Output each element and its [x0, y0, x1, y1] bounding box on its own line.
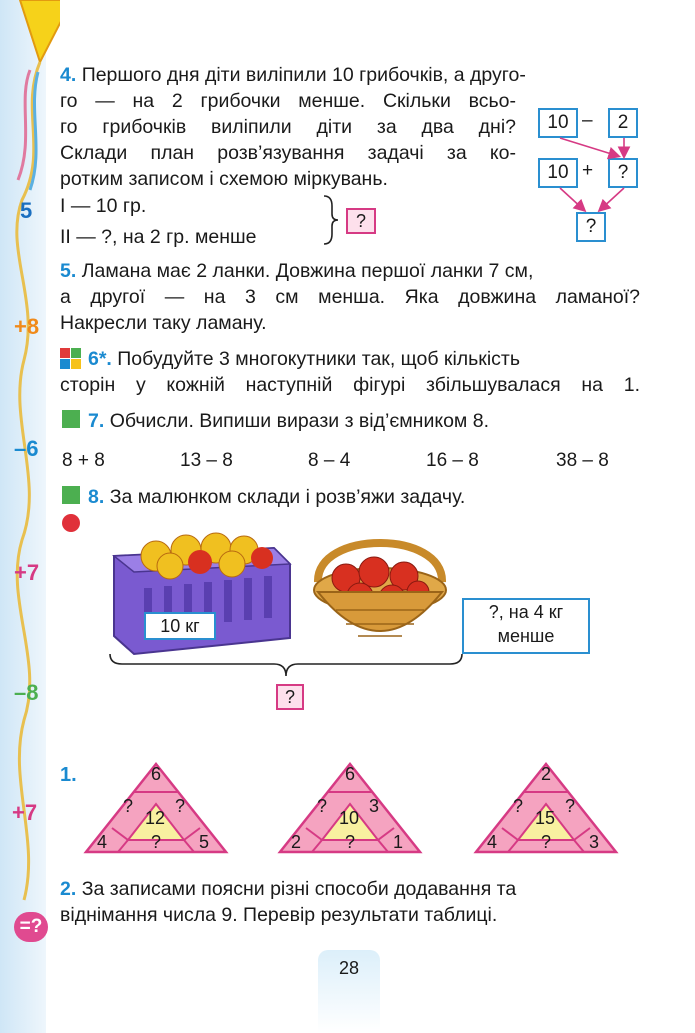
crate-weight-label: 10 кг — [144, 612, 216, 640]
expression: 16 – 8 — [426, 450, 479, 471]
task5-number: 5. — [60, 260, 77, 282]
windows-icon — [60, 348, 82, 370]
triangle-value: ? — [540, 832, 551, 852]
curly-brace — [320, 194, 340, 246]
task2-number: 2. — [60, 878, 77, 900]
task4-line: 4. Першого дня діти виліпили 10 грибочків, а друго- — [60, 64, 526, 86]
kite-icon — [20, 0, 60, 62]
triangle-value: 15 — [534, 808, 556, 828]
red-circle-icon — [62, 514, 80, 532]
triangle-value: ? — [512, 796, 523, 816]
task6-line: 6*. Побудуйте 3 многокутники так, щоб кількість — [88, 348, 521, 370]
task2-line: віднімання числа 9. Перевір результати таблиці. — [60, 904, 498, 926]
triangle-value: 12 — [144, 808, 166, 828]
task4-line: го грибочків виліпили діти за два дні? — [60, 116, 516, 138]
triangle-value: 3 — [588, 832, 599, 852]
task2-line: 2. За записами поясни різні способи додавання та — [60, 878, 517, 900]
triangle-value: ? — [174, 796, 185, 816]
task4-line: ротким записом і схемою міркувань. — [60, 168, 388, 190]
task6-number: 6*. — [88, 348, 112, 370]
triangle-value: 5 — [198, 832, 209, 852]
margin-mark: 5 — [20, 198, 33, 223]
triangle-value: 1 — [392, 832, 403, 852]
triangle-value: ? — [564, 796, 575, 816]
expression: 13 – 8 — [180, 450, 233, 471]
triangle-value: 6 — [344, 764, 355, 784]
record-line-2: ІІ — ?, на 2 гр. менше — [60, 226, 257, 248]
triangle-value: 10 — [338, 808, 360, 828]
triangle-value: 2 — [290, 832, 301, 852]
total-unknown-box: ? — [346, 208, 376, 234]
task4-line: Склади план розв’язування задачі за ко- — [60, 142, 516, 164]
triangle-value: 4 — [96, 832, 107, 852]
green-square-icon — [62, 410, 80, 428]
scheme-result-box: ? — [576, 212, 606, 242]
margin-mark: +7 — [12, 800, 38, 825]
expression: 8 + 8 — [62, 450, 105, 471]
triangle-value: ? — [122, 796, 133, 816]
scheme-operator: + — [582, 160, 594, 181]
triangle-value: ? — [344, 832, 355, 852]
margin-mark: +7 — [14, 560, 40, 585]
margin-mark: +8 — [14, 314, 40, 339]
triangle-value: 4 — [486, 832, 497, 852]
expression: 8 – 4 — [308, 450, 351, 471]
task7-line: 7. Обчисли. Випиши вирази з від’ємником 8. — [88, 410, 490, 432]
triangles-number: 1. — [60, 764, 77, 786]
margin-mark: –6 — [14, 436, 39, 461]
bottom-brace — [108, 652, 464, 678]
basket-weight-label: ?, на 4 кг менше — [462, 598, 590, 654]
triangle-value: 3 — [368, 796, 379, 816]
task6-line: сторін у кожній наступній фігурі збільшувалася на 1. — [60, 374, 640, 396]
task8-number: 8. — [88, 486, 105, 508]
kite-rope-decoration — [0, 0, 60, 1033]
expression: 38 – 8 — [556, 450, 609, 471]
scheme-box: ? — [608, 158, 638, 188]
triangle-value: ? — [316, 796, 327, 816]
triangle-value: ? — [150, 832, 161, 852]
green-square-icon — [62, 486, 80, 504]
triangle-value: 2 — [540, 764, 551, 784]
total-unknown-box: ? — [276, 684, 304, 710]
task4-line: го — на 2 грибочки менше. Скільки всьо- — [60, 90, 516, 112]
record-line-1: І — 10 гр. — [60, 195, 147, 217]
task4-number: 4. — [60, 64, 77, 86]
task5-line: а другої — на 3 см менша. Яка довжина ламаної? — [60, 286, 640, 308]
scheme-box: 10 — [538, 108, 578, 138]
margin-mark: –8 — [14, 680, 39, 705]
scheme-box: 2 — [608, 108, 638, 138]
task5-line: Накресли таку ламану. — [60, 312, 267, 334]
task8-line: 8. За малюнком склади і розв’яжи задачу. — [88, 486, 466, 508]
page-number: 28 — [318, 950, 380, 1033]
scheme-operator: – — [582, 110, 593, 131]
scheme-box: 10 — [538, 158, 578, 188]
triangle-value: 6 — [150, 764, 161, 784]
scheme-arrows — [530, 100, 650, 240]
equals-question-badge: =? — [14, 912, 48, 942]
task7-number: 7. — [88, 410, 105, 432]
task5-line: 5. Ламана має 2 ланки. Довжина першої ланки 7 см, — [60, 260, 534, 282]
apple-basket-image — [306, 520, 454, 660]
